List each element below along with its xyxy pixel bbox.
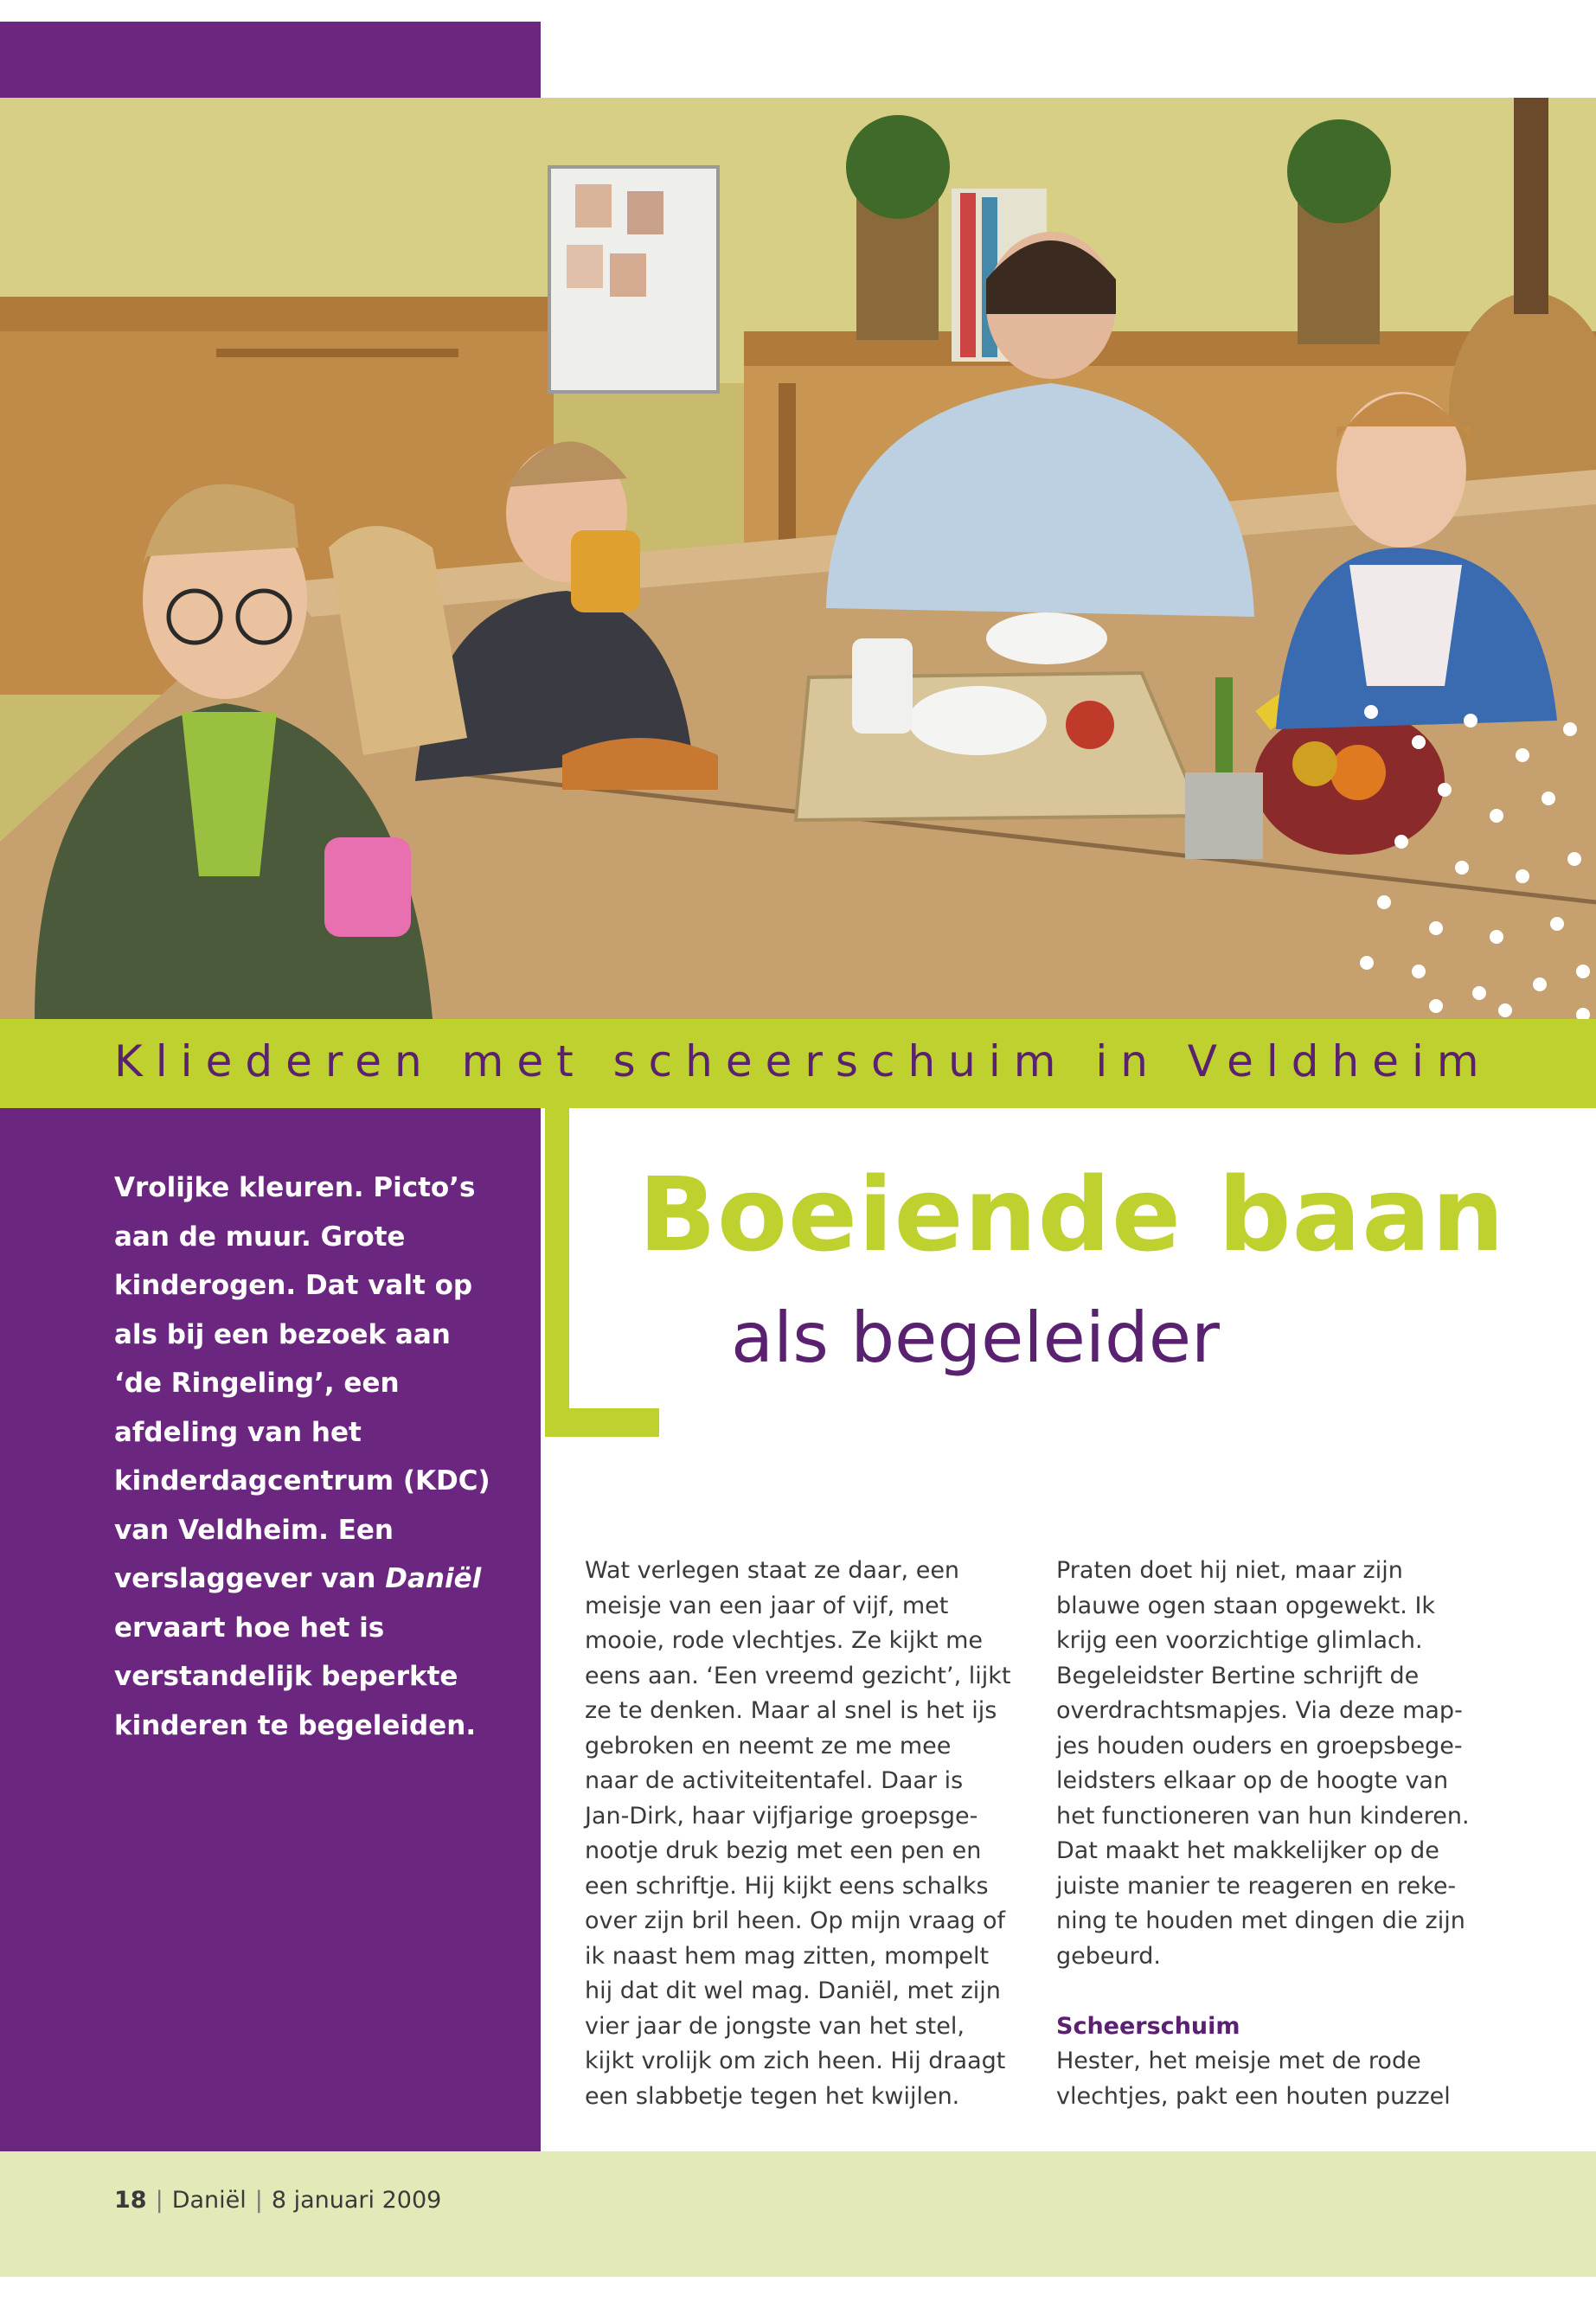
body-line: ze te denken. Maar al snel is het ijs xyxy=(585,1697,997,1724)
headline: Boeiende baan xyxy=(638,1155,1505,1274)
body-line: blauwe ogen staan opgewekt. Ik xyxy=(1056,1592,1436,1619)
paragraph-spacer xyxy=(1056,1974,1515,2009)
page-number: 18 xyxy=(114,2187,147,2214)
body-line: mooie, rode vlechtjes. Ze kijkt me xyxy=(585,1627,984,1654)
footer-band xyxy=(0,2151,1596,2277)
body-line: gebroken en neemt ze me mee xyxy=(585,1732,952,1759)
footer-separator: | xyxy=(155,2187,163,2214)
body-line: Dat maakt het makkelijker op de xyxy=(1056,1837,1439,1864)
body-column-1 xyxy=(585,1554,1035,2114)
body-line: meisje van een jaar of vijf, met xyxy=(585,1592,949,1619)
body-line: het functioneren van hun kinderen. xyxy=(1056,1802,1470,1830)
body-line: Hester, het meisje met de rode xyxy=(1056,2048,1421,2074)
top-color-tab xyxy=(0,22,541,98)
body-line: ik naast hem mag zitten, mompelt xyxy=(585,1942,990,1970)
body-line: nootje druk bezig met een pen en xyxy=(585,1837,982,1864)
article-photo xyxy=(0,98,1596,1019)
body-line: kijkt vrolijk om zich heen. Hij draagt xyxy=(585,2048,1006,2074)
body-line: over zijn bril heen. Op mijn vraag of xyxy=(585,1907,1005,1934)
body-line: Begeleidster Bertine schrijft de xyxy=(1056,1662,1420,1689)
body-line: jes houden ouders en groepsbege- xyxy=(1056,1732,1463,1759)
footer-date: 8 januari 2009 xyxy=(271,2187,442,2214)
body-line: juiste manier te reageren en reke- xyxy=(1056,1872,1457,1900)
body-line: ning te houden met dingen die zijn xyxy=(1056,1907,1465,1934)
body-column-2 xyxy=(1056,1554,1515,2114)
body-line: Jan-Dirk, haar vijfjarige groepsge- xyxy=(585,1802,978,1830)
footer xyxy=(114,2187,441,2214)
intro-part1: Vrolijke kleuren. Picto’s aan de muur. Grote kinderogen. Dat valt op als bij een bezoek aan ‘de Ringeling’, een afdeling van het kinderdagcentrum (KDC) van Veldheim. Een verslaggever van xyxy=(114,1172,490,1594)
body-line: vlechtjes, pakt een houten puzzel xyxy=(1056,2082,1451,2110)
body-line: gebeurd. xyxy=(1056,1942,1161,1970)
subheadline: als begeleider xyxy=(731,1298,1220,1378)
body-line: hij dat dit wel mag. Daniël, met zijn xyxy=(585,1977,1001,2004)
footer-separator: | xyxy=(254,2187,263,2214)
body-line: krijg een voorzichtige glimlach. xyxy=(1056,1627,1423,1654)
body-line: een slabbetje tegen het kwijlen. xyxy=(585,2082,960,2110)
kicker: Kliederen met scheerschuim in Veldheim xyxy=(114,1036,1492,1086)
intro-text xyxy=(114,1163,495,1750)
body-line: eens aan. ‘Een vreemd gezicht’, lijkt xyxy=(585,1662,1011,1689)
section-subheading: Scheerschuim xyxy=(1056,2012,1240,2040)
body-line: Wat verlegen staat ze daar, een xyxy=(585,1557,960,1584)
body-line: een schriftje. Hij kijkt eens schalks xyxy=(585,1872,989,1900)
body-line: vier jaar de jongste van het stel, xyxy=(585,2012,965,2040)
body-line: leidsters elkaar op de hoogte van xyxy=(1056,1767,1449,1794)
body-line: Praten doet hij niet, maar zijn xyxy=(1056,1557,1403,1584)
intro-magazine-name: Daniël xyxy=(385,1563,482,1594)
body-line: naar de activiteitentafel. Daar is xyxy=(585,1767,964,1794)
body-line: overdrachtsmapjes. Via deze map- xyxy=(1056,1697,1463,1724)
bracket-accent-horizontal xyxy=(545,1408,659,1437)
footer-magazine: Daniël xyxy=(171,2187,247,2214)
intro-part2: ervaart hoe het is verstandelijk beperkte kinderen te begeleiden. xyxy=(114,1612,477,1741)
bracket-accent-vertical xyxy=(545,1108,569,1437)
